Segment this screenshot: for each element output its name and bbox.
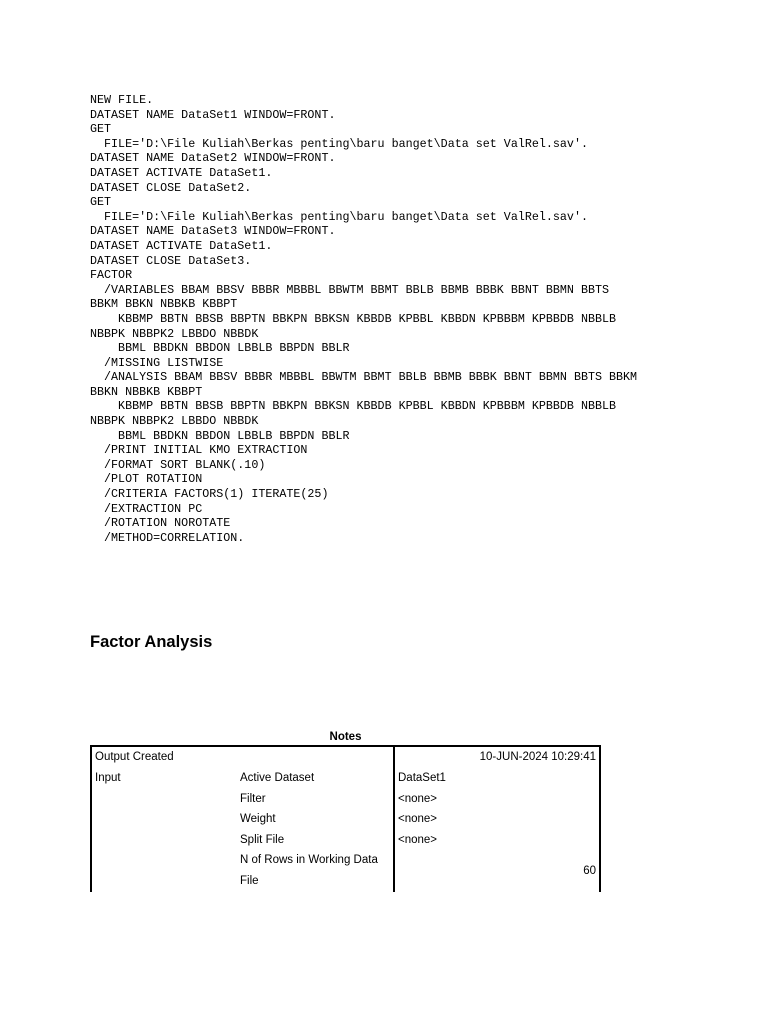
active-dataset-label: Active Dataset bbox=[240, 772, 315, 785]
syntax-line: /PRINT INITIAL KMO EXTRACTION bbox=[90, 443, 308, 458]
syntax-line: /ANALYSIS BBAM BBSV BBBR MBBBL BBWTM BBMT BBLB BBMB BBBK BBNT BBMN BBTS BBKM bbox=[90, 370, 638, 385]
split-file-label: Split File bbox=[240, 834, 285, 847]
syntax-line: FACTOR bbox=[90, 268, 133, 283]
table-row bbox=[91, 746, 600, 768]
empty-cell bbox=[237, 746, 394, 768]
table-row bbox=[91, 768, 600, 789]
syntax-line: NBBPK NBBPK2 LBBDO NBBDK bbox=[90, 326, 259, 341]
filter-label: Filter bbox=[240, 792, 266, 805]
syntax-line: FILE='D:\File Kuliah\Berkas penting\baru banget\Data set ValRel.sav'. bbox=[90, 136, 588, 151]
syntax-line: NBBPK NBBPK2 LBBDO NBBDK bbox=[90, 414, 259, 429]
syntax-line: DATASET CLOSE DataSet3. bbox=[90, 253, 252, 268]
notes-table bbox=[90, 745, 601, 892]
syntax-line: DATASET NAME DataSet1 WINDOW=FRONT. bbox=[90, 107, 336, 122]
syntax-line: DATASET NAME DataSet2 WINDOW=FRONT. bbox=[90, 151, 336, 166]
syntax-line: FILE='D:\File Kuliah\Berkas penting\baru banget\Data set ValRel.sav'. bbox=[90, 209, 588, 224]
table-row bbox=[91, 788, 600, 809]
syntax-line: GET bbox=[90, 122, 112, 137]
syntax-line: /PLOT ROTATION bbox=[90, 472, 203, 487]
table-row bbox=[91, 809, 600, 830]
syntax-line: DATASET NAME DataSet3 WINDOW=FRONT. bbox=[90, 224, 336, 239]
syntax-line: /VARIABLES BBAM BBSV BBBR MBBBL BBWTM BBMT BBLB BBMB BBBK BBNT BBMN BBTS bbox=[90, 282, 610, 297]
notes-table-title: Notes bbox=[329, 731, 362, 743]
empty-cell bbox=[91, 788, 237, 809]
syntax-line: DATASET ACTIVATE DataSet1. bbox=[90, 238, 273, 253]
syntax-line: /ROTATION NOROTATE bbox=[90, 516, 231, 531]
table-row bbox=[91, 830, 600, 851]
output-created-value: 10-JUN-2024 10:29:41 bbox=[394, 746, 600, 768]
weight-label: Weight bbox=[240, 813, 276, 826]
syntax-line: /CRITERIA FACTORS(1) ITERATE(25) bbox=[90, 487, 329, 502]
split-file-value: <none> bbox=[394, 830, 600, 851]
syntax-line: /METHOD=CORRELATION. bbox=[90, 530, 245, 545]
active-dataset-value: DataSet1 bbox=[394, 768, 600, 789]
syntax-line: KBBMP BBTN BBSB BBPTN BBKPN BBKSN KBBDB KPBBL KBBDN KPBBBM KPBBDB NBBLB bbox=[90, 399, 617, 414]
syntax-line: DATASET ACTIVATE DataSet1. bbox=[90, 165, 273, 180]
empty-cell bbox=[91, 850, 237, 891]
filter-value: <none> bbox=[394, 788, 600, 809]
syntax-line: BBML BBDKN BBDON LBBLB BBPDN BBLR bbox=[90, 428, 350, 443]
syntax-line: BBKM BBKN NBBKB KBBPT bbox=[90, 297, 238, 312]
output-created-label: Output Created bbox=[91, 746, 237, 768]
syntax-line: /FORMAT SORT BLANK(.10) bbox=[90, 457, 266, 472]
empty-cell bbox=[91, 830, 237, 851]
syntax-line: /EXTRACTION PC bbox=[90, 501, 203, 516]
syntax-line: DATASET CLOSE DataSet2. bbox=[90, 180, 252, 195]
syntax-line: /MISSING LISTWISE bbox=[90, 355, 224, 370]
syntax-line: GET bbox=[90, 195, 112, 210]
n-rows-value: 60 bbox=[394, 850, 600, 891]
empty-cell bbox=[91, 809, 237, 830]
table-row bbox=[91, 850, 600, 891]
syntax-line: BBML BBDKN BBDON LBBLB BBPDN BBLR bbox=[90, 341, 350, 356]
syntax-line: NEW FILE. bbox=[90, 93, 154, 107]
n-rows-label: N of Rows in Working Data File bbox=[240, 854, 378, 888]
spss-syntax-block bbox=[90, 93, 730, 545]
syntax-line: KBBMP BBTN BBSB BBPTN BBKPN BBKSN KBBDB KPBBL KBBDN KPBBBM KPBBDB NBBLB bbox=[90, 311, 617, 326]
syntax-line: BBKN NBBKB KBBPT bbox=[90, 384, 203, 399]
input-label: Input bbox=[91, 768, 237, 789]
factor-analysis-heading: Factor Analysis bbox=[90, 633, 213, 651]
weight-value: <none> bbox=[394, 809, 600, 830]
